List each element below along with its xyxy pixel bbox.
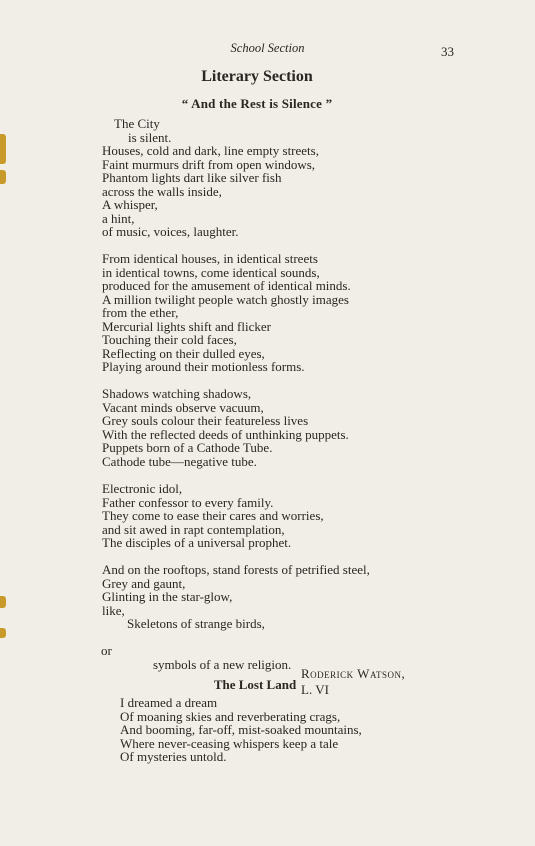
poem-line: A whisper, [102, 197, 158, 212]
page-number: 33 [441, 44, 454, 59]
poem-line: Of mysteries untold. [120, 749, 227, 764]
poem-line: Cathode tube—negative tube. [102, 453, 257, 469]
poem-line: From identical houses, in identical streets [102, 251, 318, 267]
poem-line: They come to ease their cares and worries, [102, 508, 324, 524]
stanza [120, 696, 362, 764]
section-title: Literary Section [201, 68, 313, 85]
poem-line: A million twilight people watch ghostly images [102, 291, 349, 307]
poem-line: Faint murmurs drift from open windows, [102, 156, 316, 172]
poem-line: across the walls inside, [102, 183, 222, 199]
page-edge-mark [0, 596, 6, 608]
poem-line: Where never-ceasing whispers keep a tale [120, 735, 339, 751]
poem-line: With the reflected deeds of unthinking puppets. [102, 426, 349, 442]
stanza [102, 252, 370, 374]
poem-line: Reflecting on their dulled eyes, [102, 345, 265, 361]
poem-line: Playing around their motionless forms. [102, 359, 305, 375]
page-edge-mark [0, 628, 6, 638]
poem-line: Touching their cold faces, [102, 332, 237, 348]
poem-line: Mercurial lights shift and flicker [102, 318, 271, 334]
poem-line-text: symbols of a new religion. [153, 656, 292, 672]
poem-line: of music, voices, laughter. [102, 224, 239, 239]
poem-title: The Lost Land [213, 677, 297, 692]
poem-body [120, 696, 362, 777]
poem-line: and sit awed in rapt contemplation, [102, 521, 285, 537]
stanza [102, 117, 370, 239]
poem-line: Shadows watching shadows, [102, 386, 252, 402]
poem-body [102, 117, 370, 698]
running-head: School Section [230, 41, 305, 55]
poem-line: The disciples of a universal prophet. [102, 535, 292, 551]
poem-line: Puppets born of a Cathode Tube. [102, 440, 273, 456]
poem-line: Electronic idol, [102, 481, 183, 497]
poem-line: like, [102, 602, 125, 618]
poem-line: from the ether, [102, 305, 179, 321]
poem-line: And booming, far-off, mist-soaked mountains, [120, 722, 362, 737]
poem-line: Houses, cold and dark, line empty streets, [102, 143, 319, 158]
poem-line: The City [114, 116, 160, 131]
stanza [102, 482, 370, 550]
page-edge-mark [0, 134, 6, 164]
poem-line: Vacant minds observe vacuum, [102, 399, 264, 415]
poem-line: Father confessor to every family. [102, 494, 274, 510]
author-name: Roderick Watson, [301, 666, 406, 681]
poem-line: Glinting in the star-glow, [102, 589, 233, 605]
poem-line: produced for the amusement of identical minds. [102, 278, 351, 294]
poem-line: a hint, [102, 210, 135, 226]
poem-line: Skeletons of strange birds, [127, 616, 265, 632]
poem-line: I dreamed a dream [120, 695, 218, 710]
poem-title: “ And the Rest is Silence ” [181, 96, 333, 111]
poem-line: And on the rooftops, stand forests of petrified steel, [102, 562, 370, 578]
poem-line: is silent. [128, 129, 172, 145]
poem-line: Phantom lights dart like silver fish [102, 170, 282, 185]
poem-line: in identical towns, come identical sounds, [102, 264, 320, 280]
page-edge-mark [0, 170, 6, 184]
poem-line: Grey souls colour their featureless lives [102, 413, 309, 429]
stanza [102, 387, 370, 468]
author-form: L. VI [301, 682, 329, 697]
or-label: or [101, 643, 112, 659]
poem-line: Of moaning skies and reverberating crags, [120, 708, 341, 724]
poem-line: Grey and gaunt, [102, 575, 186, 591]
